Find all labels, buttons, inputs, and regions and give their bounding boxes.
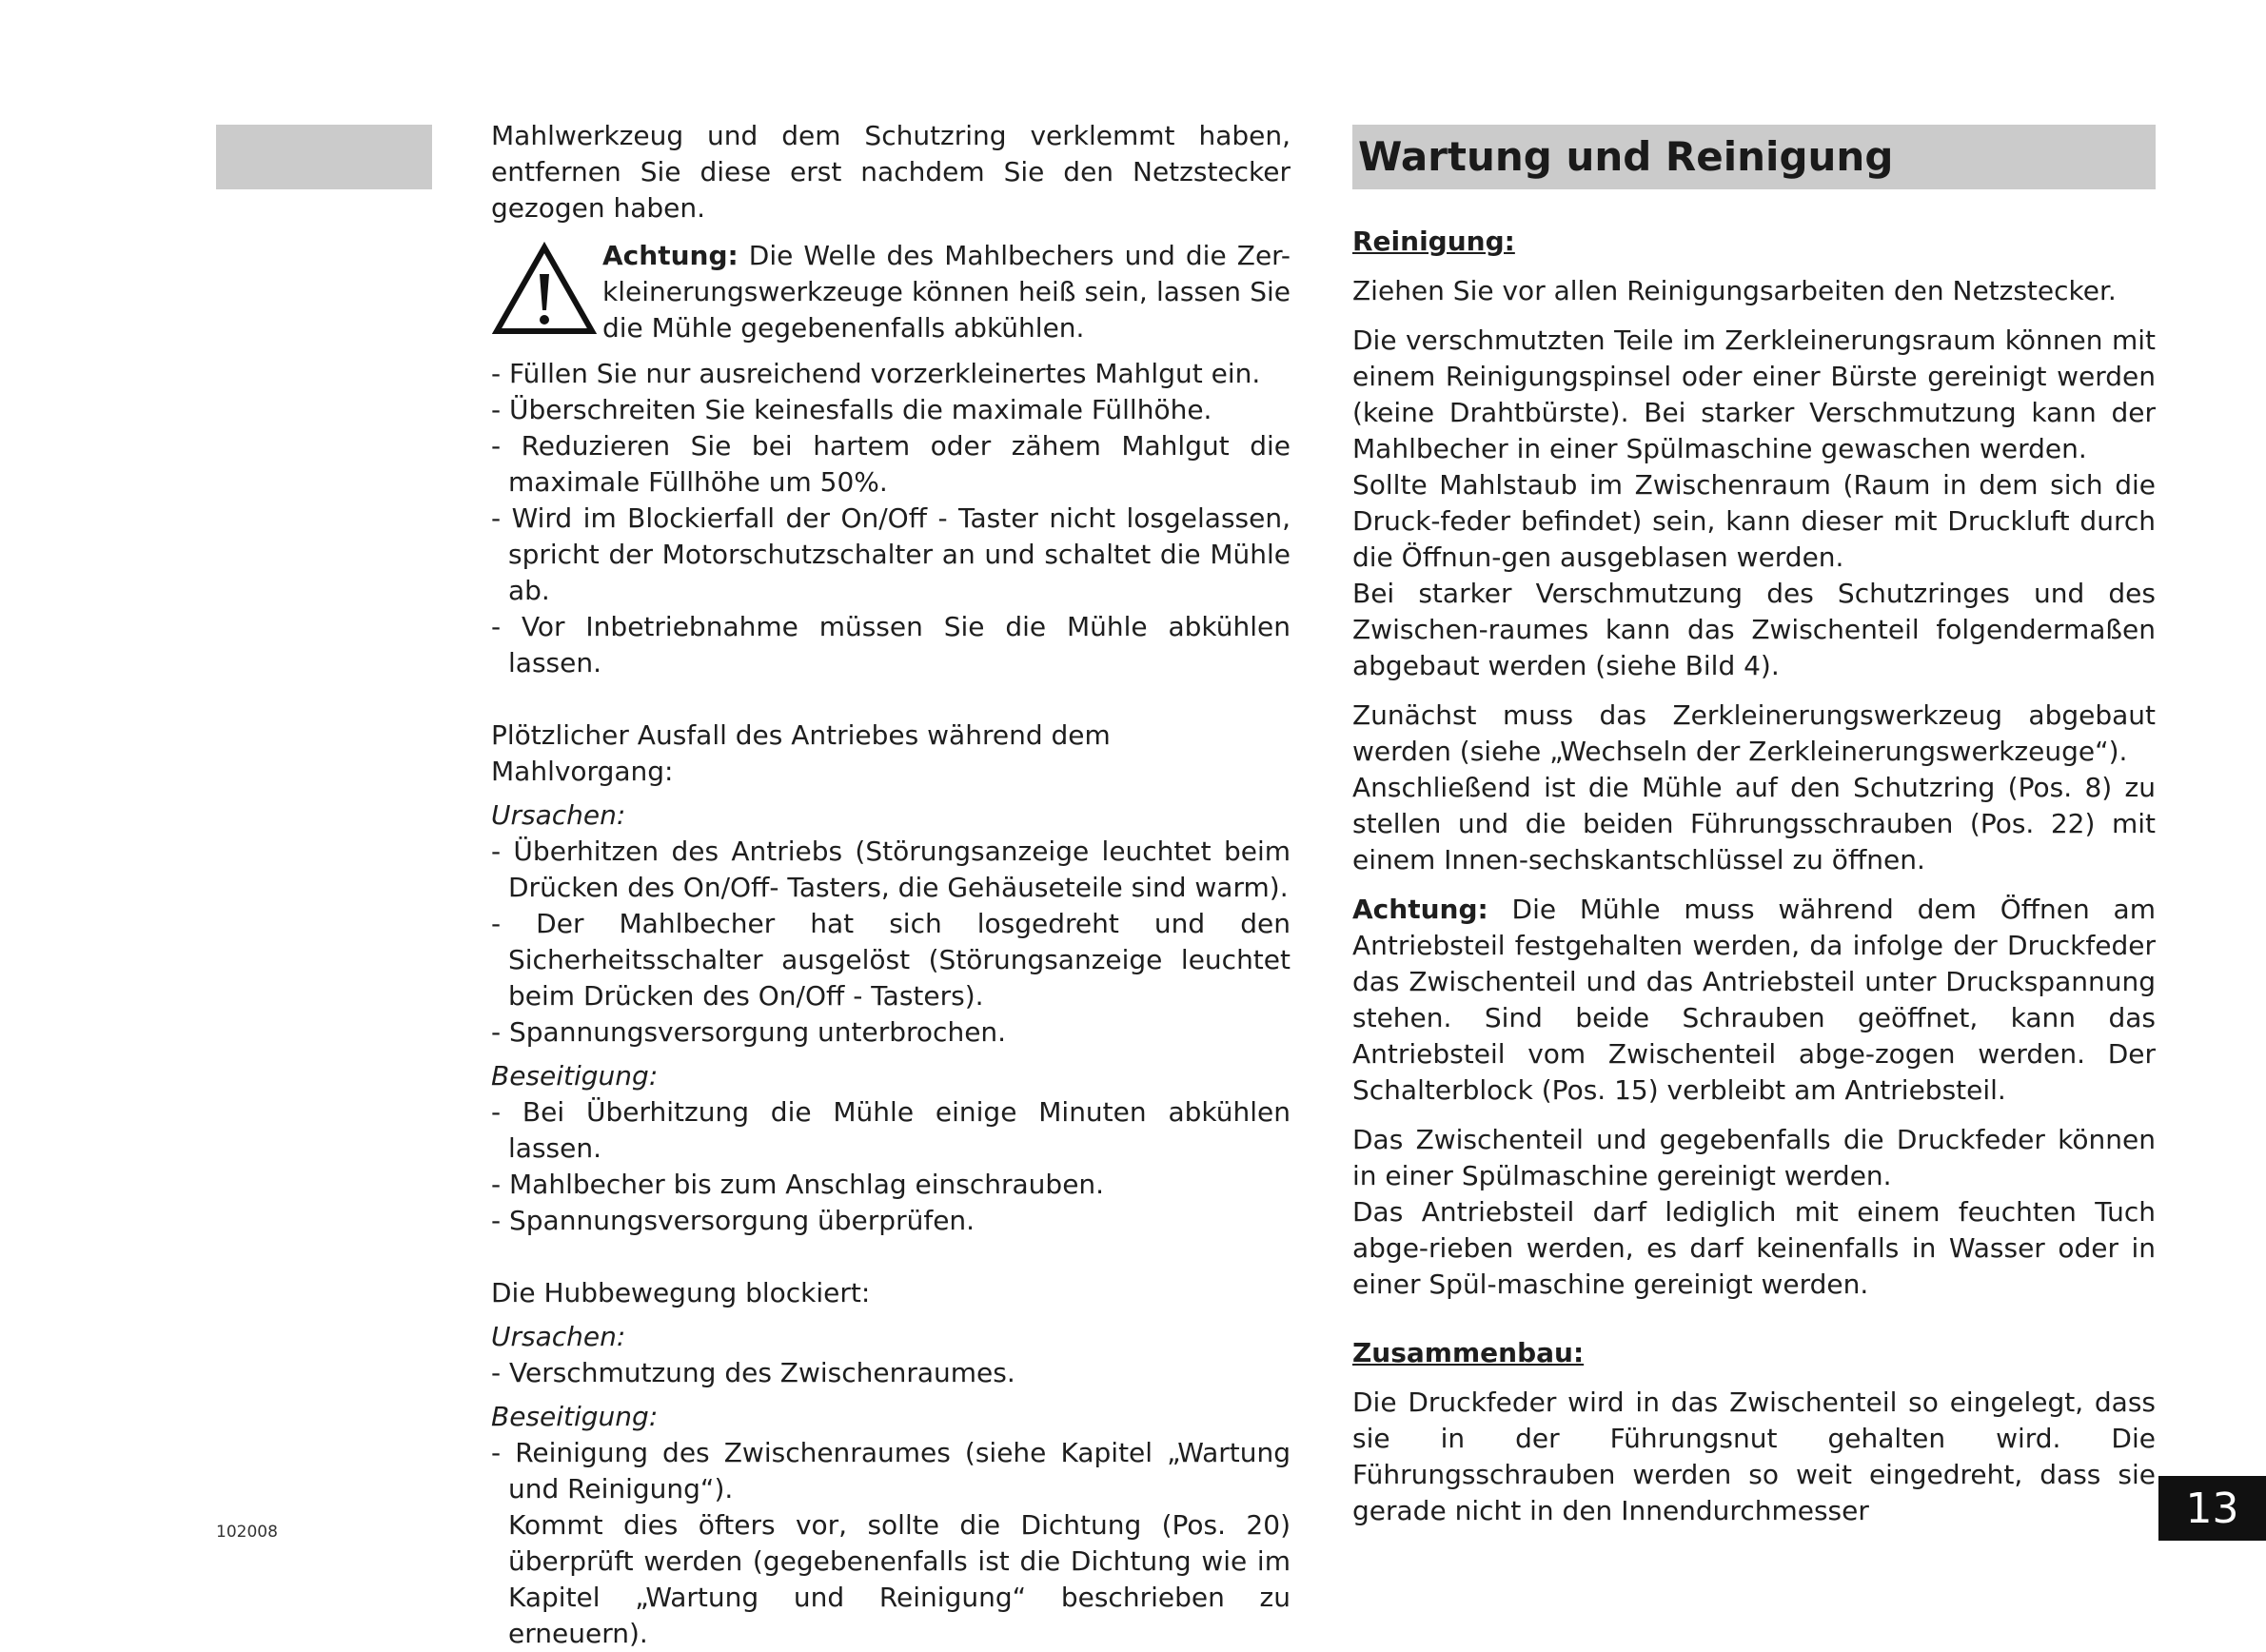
list-item: - Reinigung des Zwischenraumes (siehe Kapitel „Wartung und Reinigung“).: [491, 1437, 1291, 1504]
document-code: 102008: [216, 1523, 278, 1542]
list-item: - Mahlbecher bis zum Anschlag einschrauben.: [491, 1169, 1105, 1200]
list-item: - Vor Inbetriebnahme müssen Sie die Mühle abkühlen lassen.: [491, 611, 1291, 678]
paragraph: Bei starker Verschmutzung des Schutzringes und des Zwischen-raumes kann das Zwischenteil folgendermaßen abgebaut werden (siehe Bild 4).: [1352, 578, 2156, 681]
paragraph: Anschließend ist die Mühle auf den Schutzring (Pos. 8) zu stellen und die beiden Führungsschrauben (Pos. 22) mit einem Innen-sechskantschlüssel zu öffnen.: [1352, 772, 2156, 875]
list-item: - Der Mahlbecher hat sich losgedreht und den Sicherheitsschalter ausgelöst (Störungsanzeige leuchtet beim Drücken des On/Off - Tasters).: [491, 908, 1291, 1012]
warning-label: Achtung:: [602, 240, 739, 271]
causes-label: Ursachen:: [491, 1321, 626, 1352]
right-column: [1352, 125, 2156, 1529]
remedy-label: Beseitigung:: [491, 1401, 659, 1432]
remedy-continuation: Kommt dies öfters vor, sollte die Dichtung (Pos. 20) überprüft werden (gegebenenfalls ist die Dichtung wie im Kapitel „Wartung und Reinigung“ beschrieben zu erneuern).: [508, 1509, 1291, 1649]
causes-label: Ursachen:: [491, 799, 626, 831]
list-item: - Füllen Sie nur ausreichend vorzerkleinertes Mahlgut ein.: [491, 358, 1261, 389]
caution-paragraph: [1352, 892, 2156, 1109]
section-heading-bar: [1352, 125, 2156, 189]
paragraph: Das Zwischenteil und gegebenfalls die Druckfeder können in einer Spülmaschine gereinigt werden.: [1352, 1124, 2156, 1191]
list-item: - Reduzieren Sie bei hartem oder zähem Mahlgut die maximale Füllhöhe um 50%.: [491, 430, 1291, 498]
list-item: - Bei Überhitzung die Mühle einige Minuten abkühlen lassen.: [491, 1096, 1291, 1164]
page-number: 13: [2158, 1476, 2266, 1541]
list-item: - Überschreiten Sie keinesfalls die maximale Füllhöhe.: [491, 394, 1212, 425]
side-tab-marker: [216, 125, 432, 189]
paragraph: Die Druckfeder wird in das Zwischenteil so eingelegt, dass sie in der Führungsnut gehalten wird. Die Führungsschrauben werden so weit eingedreht, dass sie gerade nicht in den Innendurchmesser: [1352, 1386, 2156, 1526]
paragraph: Zunächst muss das Zerkleinerungswerkzeug abgebaut werden (siehe „Wechseln der Zerkleinerungswerkzeuge“).: [1352, 699, 2156, 767]
section-title-failure: Plötzlicher Ausfall des Antriebes während dem Mahlvorgang:: [491, 719, 1111, 787]
assembly-heading: Zusammenbau:: [1352, 1337, 1585, 1368]
page-title: Wartung und Reinigung: [1358, 133, 1894, 180]
paragraph: Ziehen Sie vor allen Reinigungsarbeiten den Netzstecker.: [1352, 275, 2117, 306]
remedy-label: Beseitigung:: [491, 1060, 659, 1092]
list-item: - Spannungsversorgung überprüfen.: [491, 1205, 975, 1236]
paragraph: Sollte Mahlstaub im Zwischenraum (Raum in dem sich die Druck-feder befindet) sein, kann dieser mit Druckluft durch die Öffnun-gen ausgeblasen werden.: [1352, 469, 2156, 573]
caution-label: Achtung:: [1352, 894, 1488, 925]
intro-paragraph: Mahlwerkzeug und dem Schutzring verklemmt haben, entfernen Sie diese erst nachdem Sie den Netzstecker gezogen haben.: [491, 120, 1291, 224]
cleaning-heading: Reinigung:: [1352, 226, 1515, 257]
warning-text: [602, 238, 1291, 346]
warning-block: [491, 238, 1291, 346]
section-title-blocked: Die Hubbewegung blockiert:: [491, 1277, 871, 1308]
list-item: - Spannungsversorgung unterbrochen.: [491, 1016, 1007, 1048]
list-item: - Überhitzen des Antriebs (Störungsanzeige leuchtet beim Drücken des On/Off- Tasters, die Gehäuseteile sind warm).: [491, 836, 1291, 903]
warning-body: Die Welle des Mahlbechers und die Zer-kleinerungswerkzeuge können heiß sein, lassen Sie die Mühle gegebenenfalls abkühlen.: [602, 240, 1291, 344]
paragraph: Die verschmutzten Teile im Zerkleinerungsraum können mit einem Reinigungspinsel oder einer Bürste gereinigt werden (keine Drahtbürste). Bei starker Verschmutzung kann der Mahlbecher in einer Spülmaschine gewaschen werden.: [1352, 324, 2156, 464]
left-column: [491, 118, 1291, 1652]
list-item: - Wird im Blockierfall der On/Off - Taster nicht losgelassen, spricht der Motorschutzschalter an und schaltet die Mühle ab.: [491, 502, 1291, 606]
caution-body: Die Mühle muss während dem Öffnen am Antriebsteil festgehalten werden, da infolge der Druckfeder das Zwischenteil und das Antriebsteil unter Druckspannung stehen. Sind beide Schrauben geöffnet, kann das Antriebsteil vom Zwischenteil abge-zogen werden. Der Schalterblock (Pos. 15) verbleibt am Antriebsteil.: [1352, 894, 2156, 1106]
list-item: - Verschmutzung des Zwischenraumes.: [491, 1357, 1015, 1388]
paragraph: Das Antriebsteil darf lediglich mit einem feuchten Tuch abge-rieben werden, es darf keinenfalls in Wasser oder in einer Spül-maschine gereinigt werden.: [1352, 1196, 2156, 1300]
instruction-list: [491, 356, 1291, 681]
warning-triangle-icon: [491, 238, 602, 346]
